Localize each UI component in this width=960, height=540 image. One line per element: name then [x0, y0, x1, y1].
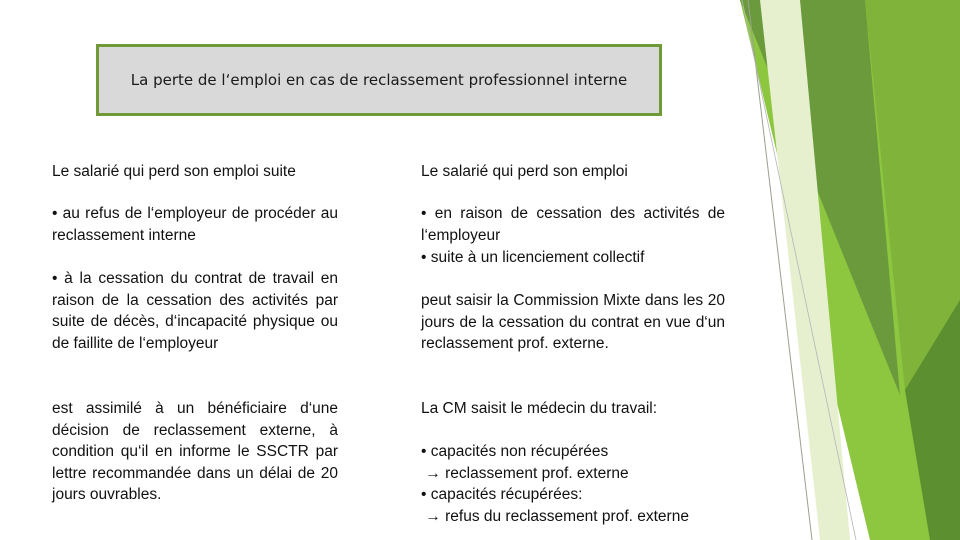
right-body: peut saisir la Commission Mixte dans les 20 jours de la cessation du contrat en vue d‘un reclassement prof. externe. — [421, 292, 725, 352]
right-item-2: • suite à un licenciement collectif — [421, 249, 645, 266]
left-conclusion: est assimilé à un bénéficiaire d‘une décision de reclassement externe, à condition qu‘il en informe le SSCTR par lettre recommandée dans un délai de 20 jours ouvrables. — [52, 400, 338, 503]
option-2-result-row — [421, 506, 741, 528]
option-2: • capacités récupérées: — [421, 486, 583, 503]
right-cm-line: La CM saisit le médecin du travail: — [421, 400, 658, 417]
arrow-right-icon: → — [425, 507, 441, 525]
option-1: • capacités non récupérées — [421, 443, 609, 460]
slide-title: La perte de l‘emploi en cas de reclassement professionnel interne — [130, 71, 628, 89]
right-item-1: • en raison de cessation des activités de l‘employeur — [421, 205, 725, 244]
left-item-1: • au refus de l‘employeur de procéder au reclassement interne — [52, 205, 338, 244]
right-options — [421, 441, 741, 527]
arrow-right-icon: → — [425, 464, 441, 482]
left-heading: Le salarié qui perd son emploi suite — [52, 163, 296, 180]
option-1-result: reclassement prof. externe — [445, 464, 629, 482]
option-2-result: refus du reclassement prof. externe — [445, 507, 689, 525]
title-box — [96, 44, 662, 116]
right-heading: Le salarié qui perd son emploi — [421, 163, 628, 180]
left-item-2: • à la cessation du contrat de travail en raison de la cessation des activités par suite de décès, d‘incapacité physique ou de faillite de l‘employeur — [52, 270, 338, 352]
option-1-result-row — [421, 463, 741, 485]
